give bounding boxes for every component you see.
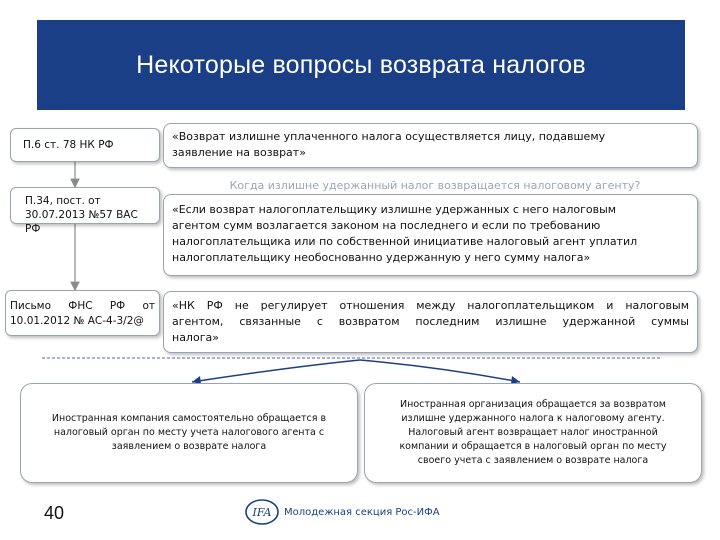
outcome-left-line1: Иностранная компания самостоятельно обращается в	[51, 413, 327, 424]
quote-2-line1: «Если возврат налогоплательщику излишне удержанных с него налоговым	[172, 203, 617, 216]
outcome-right-line1: Иностранная организация обращается за возвратом	[400, 399, 666, 410]
outcome-box-right	[364, 383, 702, 483]
quote-1-line2: заявление на возврат»	[172, 146, 306, 159]
branch-arrow-right	[360, 360, 520, 382]
quote-2-line2: агентом сумм возлагается законом на последнего и если по требованию	[172, 219, 601, 232]
outcome-left-line3: заявлением о возврате налога	[111, 441, 267, 452]
footer	[244, 498, 440, 526]
quote-2-line3: налогоплательщика или по собственной инициативе налоговый агент уплатил	[172, 235, 638, 248]
quote-3-line3: налога»	[172, 331, 219, 344]
svg-text:IFA: IFA	[252, 506, 272, 519]
page-number: 40	[44, 503, 65, 523]
quote-2-line4: налогоплательщику необоснованно удержанную у него сумму налога»	[172, 251, 591, 264]
outcome-right-line5: своего учета с заявлением о возврате налога	[417, 455, 649, 466]
quote-1-line1: «Возврат излишне уплаченного налога осуществляется лицу, подавшему	[172, 130, 606, 143]
ifa-logo-icon	[244, 498, 280, 526]
quote-3-line1: «НК РФ не регулирует отношения между налогоплательщиком и налоговым	[172, 299, 689, 312]
branch-arrow-left	[192, 360, 360, 382]
quote-box-3	[163, 291, 698, 353]
source-3-line2: 10.01.2012 № АС-4-3/2@	[10, 315, 144, 327]
source-2-line1: П.34, пост. от	[25, 195, 101, 207]
question-subheading: Когда излишне удержанный налог возвращается налоговому агенту?	[229, 179, 641, 192]
outcome-right-line2: излишне удержанного налога к налоговому агенту.	[401, 413, 665, 424]
outcome-box-left	[20, 383, 358, 483]
source-box-3	[5, 290, 160, 336]
quote-box-1	[163, 123, 698, 168]
source-box-1	[10, 128, 160, 162]
source-2-line2: 30.07.2013 №57 ВАС РФ	[25, 209, 138, 235]
page-title: Некоторые вопросы возврата налогов	[136, 50, 586, 79]
quote-3-line2: агентом, связанные с возвратом последним излишне удержанной суммы	[172, 315, 689, 328]
outcome-right-line3: Налоговый агент возвращает налог иностранной	[408, 427, 658, 438]
source-1-text: П.6 ст. 78 НК РФ	[23, 139, 114, 151]
outcome-left-line2: налоговый орган по месту учета налогового агента с	[53, 427, 325, 438]
outcome-right-line4: компании и обращается в налоговый орган по месту	[399, 441, 667, 452]
source-box-2	[10, 187, 160, 235]
source-3-line1: Письмо ФНС РФ от	[10, 300, 155, 312]
quote-box-2	[163, 194, 698, 276]
footer-text: Молодежная секция Рос-ИФА	[284, 506, 440, 518]
